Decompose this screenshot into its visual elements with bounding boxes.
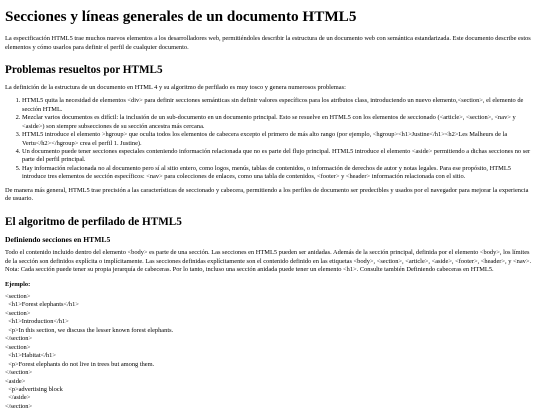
problems-list [5,97,535,182]
code-example: <section> <h1>Forest elephants</h1> <section> <h1>Introduction</h1> <p>In this section, we discuss the lesser known forest elephants. </section> <section> <h1>Habitat</h1> <p>Forest elephants do not live in trees but among them. </section> <aside> <p>advertising block </aside> </section> [5,292,174,410]
page-title: Secciones y líneas generales de un documento HTML5 [5,8,357,25]
problems-lead-paragraph: La definición de la estructura de un documento en HTML 4 y su algoritmo de perfilado es muy tosco y genera numerosos problemas: [5,83,346,91]
section-heading-algorithm: El algoritmo de perfilado de HTML5 [5,215,182,228]
problems-closing-paragraph: De manera más general, HTML5 trae precisión a las características de seccionado y cabecera, permitiendo a los perfiles de documento ser predecibles y usados por el navegador para mejorar la experiencia de usuario. [5,186,529,203]
intro-paragraph: La especificación HTML5 trae muchos nuevos elementos a los desarrolladores web, permitiéndoles describir la estructura de un documento web con semántica estandarizada. Este documento describe estos elementos y cómo usarlos para definir el perfil de cualquier documento. [5,35,531,51]
example-label: Ejemplo: [5,280,31,288]
subheading-defining-sections: Definiendo secciones en HTML5 [5,235,111,245]
list-item: 4. Un documento puede tener secciones especiales conteniendo información relacionada que no es parte del flujo principal. HTML5 introduce el elemento <aside> permitiendo a dichas secciones no ser parte del perfil principal. [22,148,535,165]
list-item: 2. Mezclar varios documentos es difícil: la inclusión de un sub-documento en un documento principal. Esto se resuelve en HTML5 con los elementos de seccionado (<article>, <section>, <nav> y <aside>) son siempre subsecciones de su sección ancestra más cercana. [22,114,535,131]
list-item: 5. Hay información relacionada no al documento pero sí al sitio entero, como logos, menús, tablas de contenidos, o información de derechos de autor y notas legales. Para ese propósito, HTML5 introduce tres elementos de sección específicos: <nav> para colecciones de enlaces, como una tabla de contenidos, <footer> y <header> información relacionada con el sitio. [22,165,535,182]
example-label-text: Ejemplo [5,280,29,288]
list-item: 1. HTML5 quita la necesidad de elementos <div> para definir secciones semánticas sin definir valores específicos para los atributos class, introduciendo un nuevo elemento,<section>, el elemento de sección HTML. [22,97,535,114]
sections-paragraph: Todo el contenido incluido dentro del elemento <body> es parte de una sección. Las secciones en HTML5 pueden ser anidadas. Además de la sección principal, definida por el elemento <body>, los límites de la sección son definidos explícita o implícitamente. Las secciones definidas explícitamente son el contenido definido en las etiquetas <body>, <section>, <article>, <aside>, <footer>, <header>, y <nav>. Nota: Cada sección puede tener su propia jerarquía de cabeceras. Por lo tanto, incluso una sección anidada puede tener un elemento <h1>. Consulte también Definiendo cabeceras en HTML5. [5,249,532,274]
section-heading-problems: Problemas resueltos por HTML5 [5,64,163,77]
list-item: 3. HTML5 introduce el elemento >hgroup> que oculta todos los elementos de cabecera excepto el primero de más alto rango (por ejemplo, <hgroup><h1>Justine</h1><h2>Les Malheurs de la Vertu</h2></hgroup> crea el perfil 1. Justine). [22,131,535,148]
